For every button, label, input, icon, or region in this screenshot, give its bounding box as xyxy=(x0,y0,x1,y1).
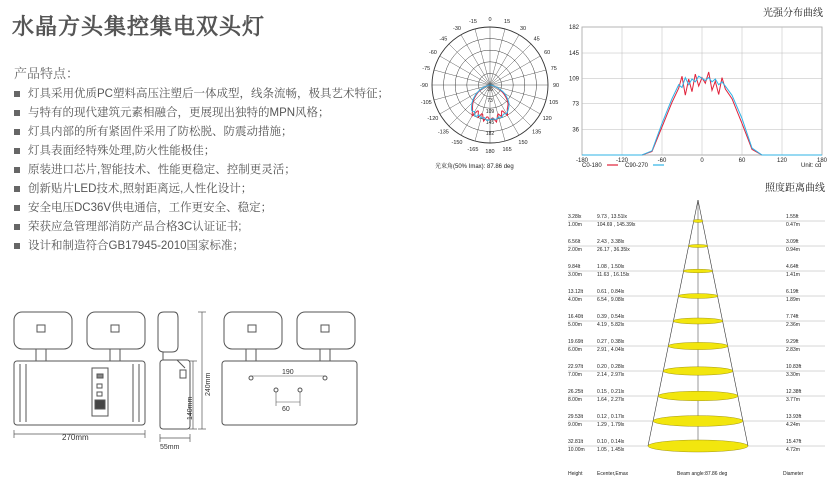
body-height-label: 140mm xyxy=(187,396,194,420)
polar-angle-label: 30 xyxy=(519,25,527,32)
feature-item: 设计和制造符合GB17945-2010国家标准； xyxy=(14,238,394,254)
footer-ecenter: Ecenter,Emax xyxy=(597,471,629,477)
polar-diagram xyxy=(405,5,575,175)
height-label: 240mm xyxy=(205,372,212,396)
polar-spoke xyxy=(461,35,490,85)
row-emax: 4.19 , 5.82lx xyxy=(597,322,625,328)
curve-y-ticks xyxy=(569,25,580,134)
feature-item: 安全电压DC36V供电通信，工作更安全、稳定； xyxy=(14,200,394,216)
front-view xyxy=(14,312,145,425)
row-lux: 19.69lt xyxy=(568,339,584,345)
row-diam-ft: 7.74ft xyxy=(786,314,799,320)
row-emax: 1.29 , 1.79lx xyxy=(597,422,625,428)
polar-angle-label: -75 xyxy=(422,65,431,72)
mount-dimensions xyxy=(251,376,325,406)
beam-ellipse xyxy=(668,342,728,349)
polar-angle-label: 120 xyxy=(542,116,552,122)
width-dimension xyxy=(14,430,145,442)
row-height: 4.00m xyxy=(568,297,582,303)
feature-item: 荣获应急管理部消防产品合格3C认证证书; xyxy=(14,219,394,235)
polar-angle-label: -90 xyxy=(420,83,428,89)
curve-y-tick: 145 xyxy=(568,51,579,58)
row-e: 0.39 , 0.54lx xyxy=(597,314,625,320)
row-height: 8.00m xyxy=(568,397,582,403)
intensity-curve-chart xyxy=(560,5,833,173)
side-dimensions xyxy=(160,312,206,442)
beam-ellipse xyxy=(663,367,733,375)
row-diam-ft: 12.38ft xyxy=(786,389,802,395)
polar-footer: 光束角(50% Imax): 87.86 deg xyxy=(435,164,514,170)
beam-ellipse xyxy=(688,245,708,248)
row-lux: 22.97lt xyxy=(568,364,584,370)
row-lux: 16.40lt xyxy=(568,314,584,320)
row-emax: 26.17 , 36.35lx xyxy=(597,247,630,253)
row-e: 0.10 , 0.14lx xyxy=(597,439,625,445)
distance-chart xyxy=(560,178,833,481)
beam-ellipse xyxy=(678,294,718,299)
feature-item: 创新贴片LED技术,照射距离远,人性化设计； xyxy=(14,181,394,197)
polar-spoke xyxy=(490,44,531,85)
row-emax: 2.14 , 2.97lx xyxy=(597,372,625,378)
polar-spoke xyxy=(490,56,540,85)
features-list xyxy=(14,86,394,257)
feature-item: 灯具采用优质PC塑料高压注塑后一体成型，线条流畅，极具艺术特征； xyxy=(14,86,394,102)
polar-radial-label: 36 xyxy=(487,87,493,93)
row-e: 0.27 , 0.38lx xyxy=(597,339,625,345)
row-lux: 3.28lx xyxy=(568,214,582,220)
row-emax: 11.63 , 16.15lx xyxy=(597,272,630,278)
polar-angle-label: 0 xyxy=(488,17,492,23)
feature-item: 原装进口芯片,智能技术、性能更稳定、控制更灵活； xyxy=(14,162,394,178)
row-diam-ft: 3.09ft xyxy=(786,239,799,245)
curve-y-tick: 36 xyxy=(572,127,579,134)
curve-x-tick: 0 xyxy=(700,158,704,164)
polar-angle-label: 105 xyxy=(549,100,559,107)
polar-radial-label: 109 xyxy=(485,109,495,115)
polar-angle-label: 60 xyxy=(544,50,551,56)
row-lux: 29.53lt xyxy=(568,414,584,420)
polar-radial-label: 73 xyxy=(487,98,493,104)
dimension-drawings xyxy=(0,300,400,481)
row-height: 5.00m xyxy=(568,322,582,328)
row-lux: 13.12lt xyxy=(568,289,584,295)
row-e: 1.08 , 1.50lx xyxy=(597,264,625,270)
row-emax: 1.05 , 1.45lx xyxy=(597,447,625,453)
beam-ellipse xyxy=(653,416,743,427)
distance-guide-lines xyxy=(568,221,825,446)
row-height: 3.00m xyxy=(568,272,582,278)
polar-angle-label: 90 xyxy=(552,83,560,89)
polar-angle-label: -120 xyxy=(427,116,439,122)
polar-spoke xyxy=(490,35,519,85)
row-diam-m: 1.41m xyxy=(786,272,800,278)
row-height: 6.00m xyxy=(568,347,582,353)
row-e: 0.15 , 0.21lx xyxy=(597,389,625,395)
polar-spoke xyxy=(434,85,490,100)
polar-angle-label: 165 xyxy=(502,146,512,153)
row-e: 9.73 , 13.51lx xyxy=(597,214,628,220)
polar-angle-label: -105 xyxy=(420,100,432,107)
curve-y-tick: 109 xyxy=(568,76,579,83)
row-diam-m: 2.83m xyxy=(786,347,800,353)
row-height: 9.00m xyxy=(568,422,582,428)
beam-ellipse xyxy=(648,440,748,452)
feature-item: 灯具内部的所有紧固件采用了防松脱、防震动措施； xyxy=(14,124,394,140)
row-diam-ft: 4.64ft xyxy=(786,264,799,270)
polar-angle-label: 75 xyxy=(550,65,557,72)
polar-angle-label: -45 xyxy=(439,36,448,43)
polar-angle-label: -30 xyxy=(453,25,461,32)
row-diam-m: 0.47m xyxy=(786,222,800,228)
polar-spoke xyxy=(440,56,490,85)
polar-radial-label: 145 xyxy=(485,120,495,126)
polar-angle-label: -150 xyxy=(451,140,463,147)
row-lux: 26.25lt xyxy=(568,389,584,395)
row-diam-ft: 10.83ft xyxy=(786,364,802,370)
row-emax: 2.91 , 4.04lx xyxy=(597,347,625,353)
polar-spoke xyxy=(490,85,546,100)
curve-grid xyxy=(582,27,822,155)
polar-angle-label: -165 xyxy=(467,146,479,153)
row-lux: 9.84lt xyxy=(568,264,581,270)
row-height: 7.00m xyxy=(568,372,582,378)
row-height: 2.00m xyxy=(568,247,582,253)
row-e: 2.43 , 3.38lx xyxy=(597,239,625,245)
row-diam-ft: 1.55ft xyxy=(786,214,799,220)
width-label: 270mm xyxy=(62,433,89,442)
row-diam-m: 2.36m xyxy=(786,322,800,328)
beam-ellipse xyxy=(683,269,713,273)
row-e: 0.61 , 0.84lx xyxy=(597,289,625,295)
polar-angle-label: 135 xyxy=(532,129,542,136)
polar-spoke xyxy=(440,85,490,114)
row-diam-ft: 13.93ft xyxy=(786,414,802,420)
polar-spoke xyxy=(490,85,519,135)
row-emax: 6.54 , 9.08lx xyxy=(597,297,625,303)
row-diam-m: 3.30m xyxy=(786,372,800,378)
row-diam-m: 3.77m xyxy=(786,397,800,403)
curve-x-tick: 60 xyxy=(738,158,746,164)
row-e: 0.20 , 0.28lx xyxy=(597,364,625,370)
polar-spoke xyxy=(490,85,540,114)
polar-angle-label: -135 xyxy=(437,129,449,136)
polar-angle-label: 180 xyxy=(485,149,495,155)
row-diam-ft: 9.29ft xyxy=(786,339,799,345)
side-view xyxy=(158,312,190,429)
footer-beam-angle: Beam angle:87.86 deg xyxy=(677,471,728,477)
depth-label: 55mm xyxy=(160,444,180,451)
row-height: 1.00m xyxy=(568,222,582,228)
curve-y-tick: 182 xyxy=(568,25,579,31)
polar-spoke xyxy=(490,29,505,85)
curve-y-tick: 73 xyxy=(572,101,579,108)
row-height: 10.00m xyxy=(568,447,585,453)
polar-angle-label: -15 xyxy=(468,19,477,26)
beam-ellipse xyxy=(693,220,703,223)
row-diam-m: 0.94m xyxy=(786,247,800,253)
beam-ellipse xyxy=(658,391,738,401)
polar-spoke xyxy=(490,70,546,85)
footer-height: Height xyxy=(568,471,583,477)
distance-chart-title: 照度距离曲线 xyxy=(765,183,825,194)
polar-spoke xyxy=(449,44,490,85)
curve-chart-title: 光强分布曲线 xyxy=(763,8,823,19)
row-diam-m: 4.72m xyxy=(786,447,800,453)
row-diam-ft: 6.19ft xyxy=(786,289,799,295)
row-emax: 104.69 , 145.39lx xyxy=(597,222,636,228)
row-lux: 32.81lt xyxy=(568,439,584,445)
curve-x-tick: 120 xyxy=(776,158,788,164)
polar-radial-label: 182 xyxy=(485,131,495,137)
row-diam-m: 4.24m xyxy=(786,422,800,428)
row-e: 0.12 , 0.17lx xyxy=(597,414,625,420)
polar-angle-label: 150 xyxy=(518,140,528,147)
page-title: 水晶方头集控集电双头灯 xyxy=(12,14,266,39)
beam-ellipse xyxy=(673,318,723,324)
curve-unit: Unit: cd xyxy=(801,163,822,169)
polar-spoke xyxy=(475,29,490,85)
curve-x-tick: 180 xyxy=(816,158,828,164)
polar-angle-label: -60 xyxy=(428,50,437,56)
polar-spoke xyxy=(434,70,490,85)
polar-angle-label: 15 xyxy=(504,19,511,26)
curve-x-tick: -120 xyxy=(615,158,629,164)
polar-angle-label: 45 xyxy=(533,36,540,43)
mount-spacing-label: 190 xyxy=(282,369,294,376)
mount-offset-label: 60 xyxy=(282,406,290,413)
curve-x-tick: -180 xyxy=(575,158,589,164)
row-diam-m: 1.89m xyxy=(786,297,800,303)
legend-c0-label: C0-180 xyxy=(582,163,602,169)
row-lux: 6.56lt xyxy=(568,239,581,245)
curve-x-tick: -60 xyxy=(657,158,667,164)
row-emax: 1.64 , 2.27lx xyxy=(597,397,625,403)
feature-item: 灯具表面经特殊处理,防火性能极佳； xyxy=(14,143,394,159)
footer-diameter: Diameter xyxy=(783,471,804,477)
curve-x-ticks xyxy=(576,158,828,164)
legend-c90-label: C90-270 xyxy=(625,163,649,169)
features-heading: 产品特点： xyxy=(14,66,80,81)
row-diam-ft: 15.47ft xyxy=(786,439,802,445)
feature-item: 与特有的现代建筑元素相融合，更展现出独特的MPN风格； xyxy=(14,105,394,121)
